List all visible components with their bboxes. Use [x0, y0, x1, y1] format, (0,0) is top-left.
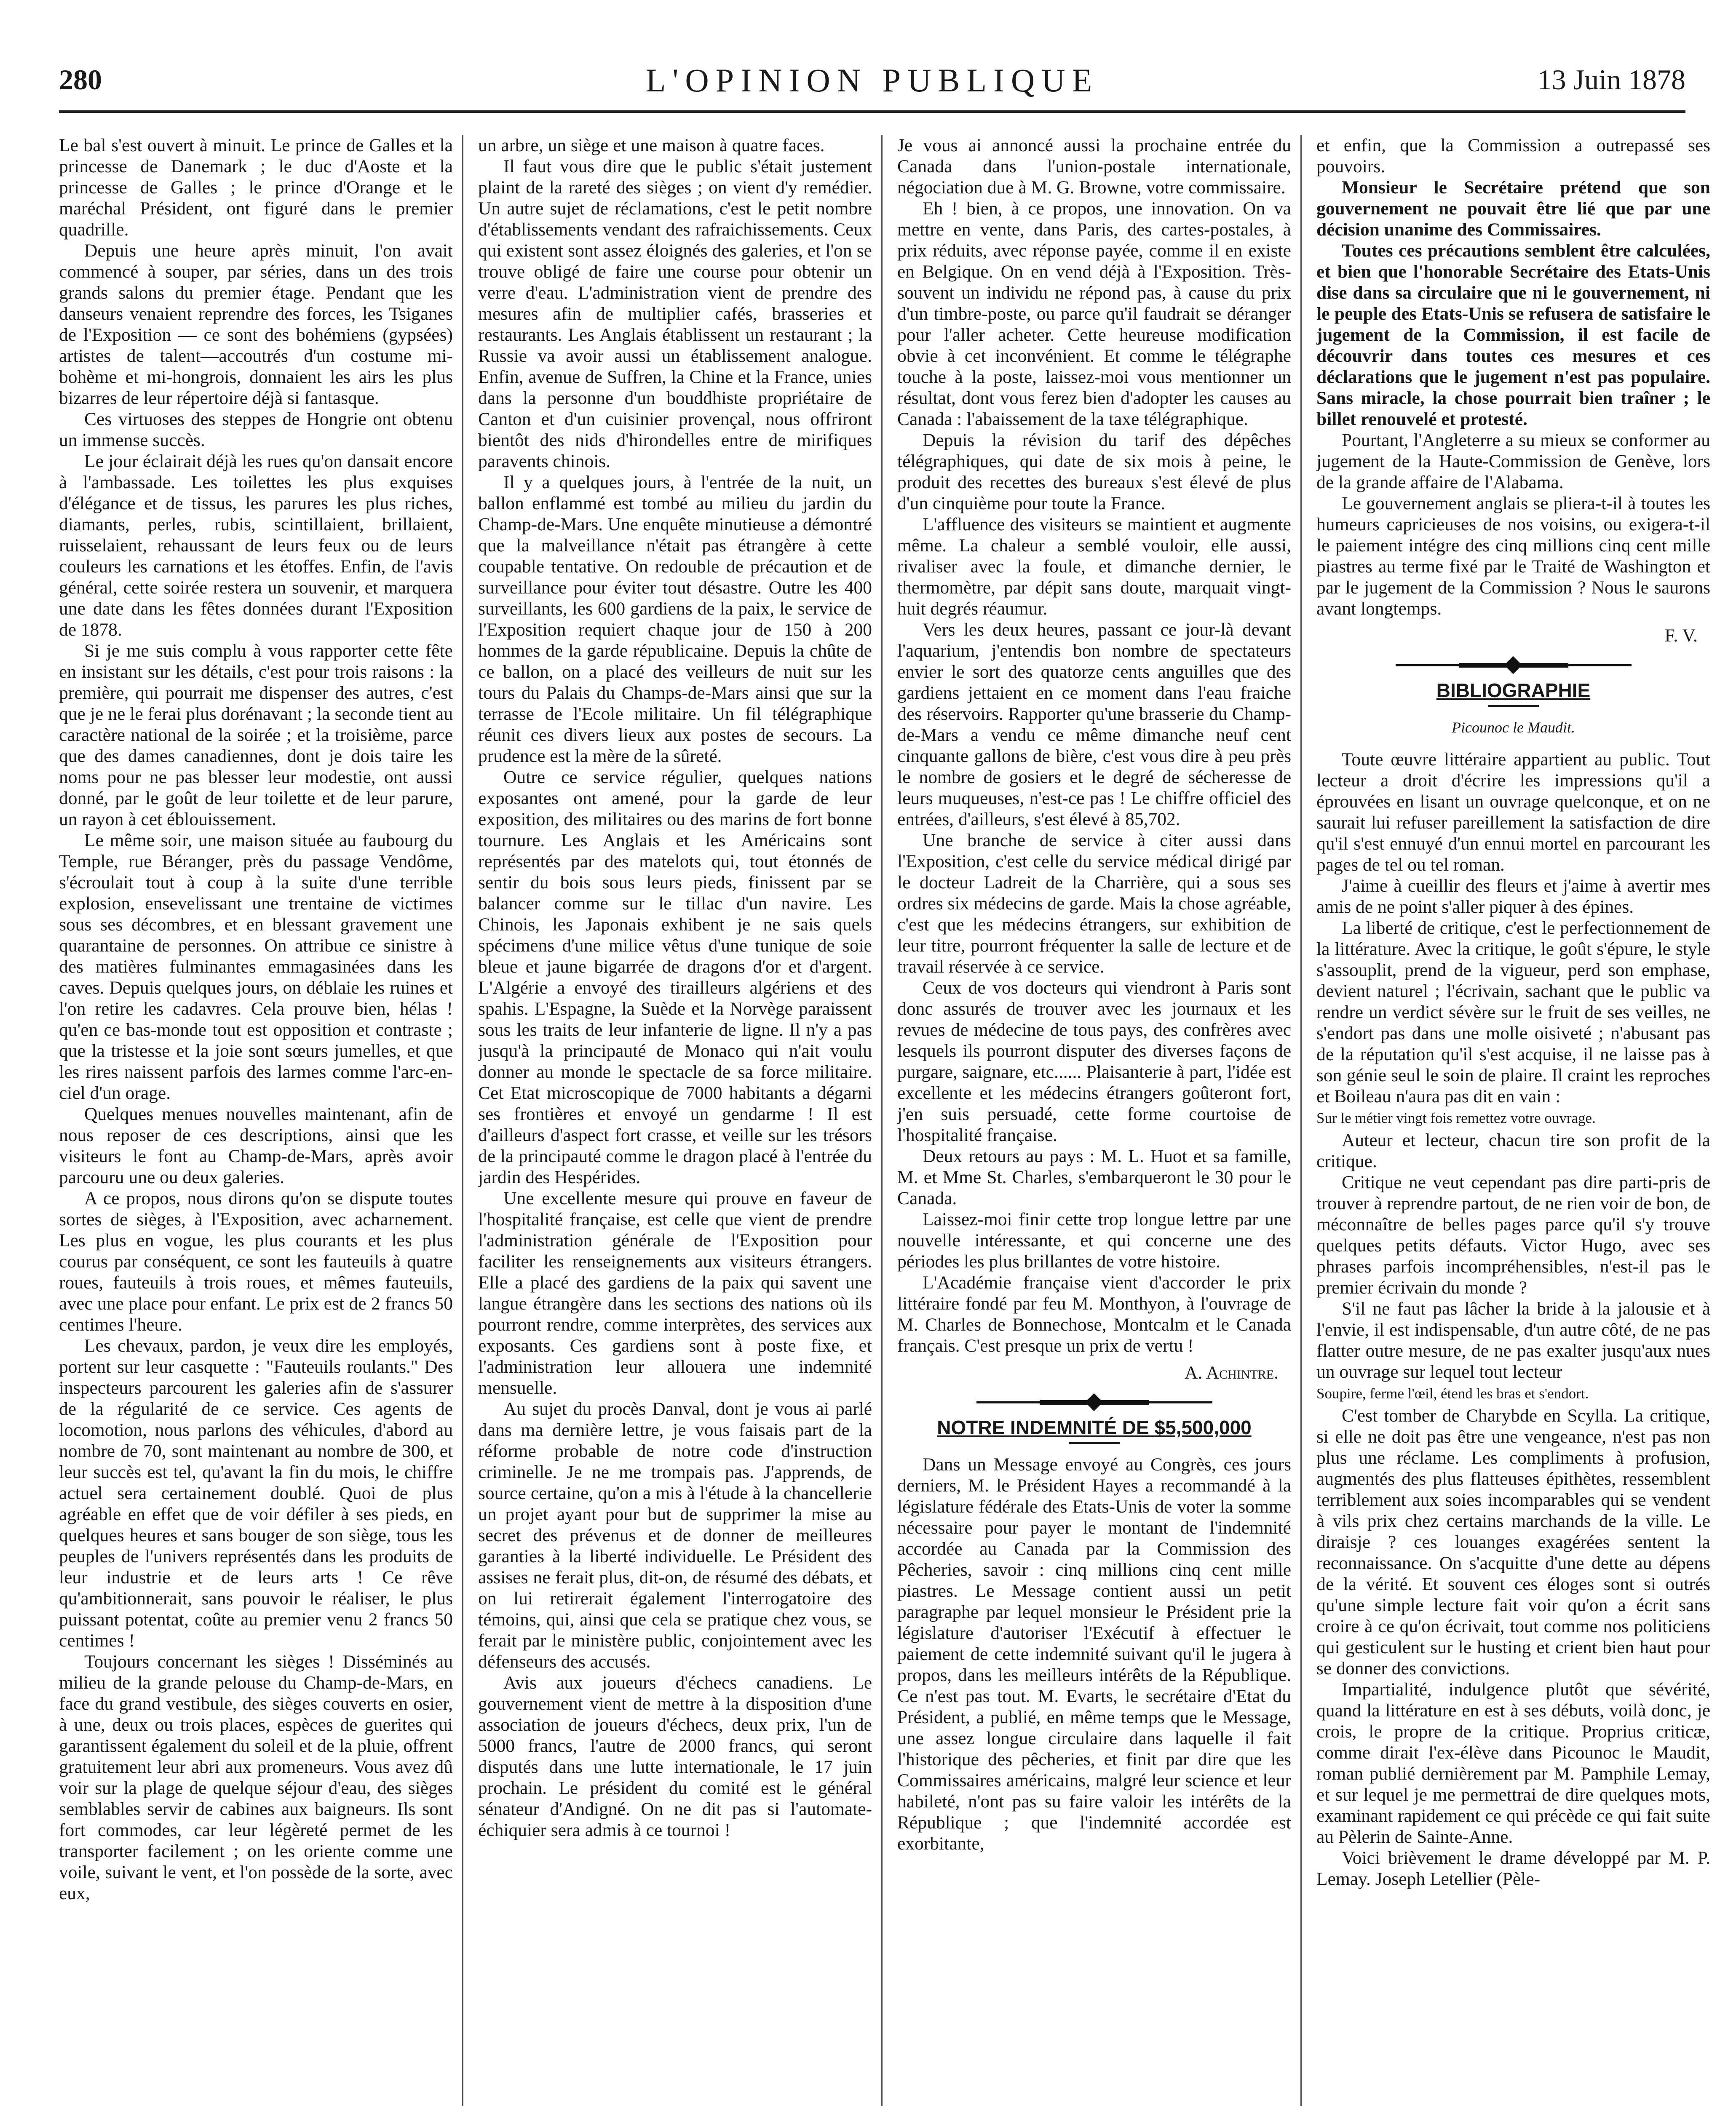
header-rule — [59, 110, 1685, 113]
verse-quote: Sur le métier vingt fois remettez votre ouvrage. — [1316, 1110, 1596, 1126]
paragraph: Les chevaux, pardon, je veux dire les employés, portent sur leur casquette : "Fauteuils roulants." Des inspecteurs parcourent les galeries afin de s'assurer de la régularité de ce service. Ces agents de locomotion, nous parlons des véhicules, d'abord au nombre de 70, sont maintenant au nombre de 300, et leur succès est tel, qu'avant la fin du mois, le chiffre actuel sera certainement doublé. Quoi de plus agréable en effet que de voir défiler à ses pieds, en quelques heures et sans bouger de son siège, tous les peuples de l'univers représentés dans les produits de leur industrie et de leurs arts ! Ce rêve qu'ambitionnerait, sans pouvoir le réaliser, le plus puissant potentat, coûte au premier venu 2 francs 50 centimes ! — [59, 1336, 453, 1651]
paragraph: Toutes ces précautions semblent être calculées, et bien que l'honorable Secrétaire des Etats-Unis dise dans sa circulaire que ni le gouvernement, ni le peuple des Etats-Unis se refusera de satisfaire le jugement de la Commission, il est facile de découvrir dans toutes ces mesures et ces déclarations que le jugement n'est pas populaire. Sans miracle, la chose pourrait bien traîner ; le billet renouvelé et protesté. — [1316, 241, 1710, 429]
ornament-divider — [1396, 661, 1632, 669]
column-2 — [478, 135, 872, 2106]
paragraph: A ce propos, nous dirons qu'on se dispute toutes sortes de sièges, à l'Exposition, avec acharnement. Les plus en vogue, les plus courants et les plus courus par conséquent, ce sont les fauteuils à quatre roues, fauteuils à trois roues, et mêmes fauteuils, avec une place pour enfant. Le prix est de 2 francs 50 centimes l'heure. — [59, 1188, 453, 1335]
section-rule — [1069, 1442, 1120, 1444]
column-3 — [897, 135, 1291, 2106]
column-1 — [59, 135, 453, 2106]
paragraph: Si je me suis complu à vous rapporter cette fête en insistant sur les détails, c'est pour trois raisons : la première, qui pourrait me dispenser des autres, c'est que je ne le ferai plus dorénavant ; la seconde tient au caractère national de la soirée ; et la troisième, parce que des dames canadiennes, dont je dois taire les noms pour ne pas blesser leur modestie, ont aussi donné, par le goût de leur toilette et de leur parure, un rayon à cet éblouissement. — [59, 641, 453, 829]
paragraph: Toute œuvre littéraire appartient au public. Tout lecteur a droit d'écrire les impressions qu'il a éprouvées en lisant un ouvrage quelconque, et on ne saurait lui refuser pareillement la satisfaction de dire qu'il s'est ennuyé d'un ennui mortel en parcourant les pages de tel ou tel roman. — [1316, 749, 1710, 875]
paragraph: L'affluence des visiteurs se maintient et augmente même. La chaleur a semblé vouloir, elle aussi, rivaliser avec la foule, et dimanche dernier, le thermomètre, par dépit sans doute, marquait vingt-huit degrés réaumur. — [897, 514, 1291, 619]
paragraph: Toujours concernant les sièges ! Disséminés au milieu de la grande pelouse du Champ-de-Mars, en face du grand vestibule, des sièges couverts en osier, à une, deux ou trois places, espèces de guerites qui garantissent également du soleil et de la pluie, offrent gratuitement leur abri aux promeneurs. Vous avez dû voir sur la plage de quelque séjour d'eau, des sièges semblables servir de cabines aux baigneurs. Ils sont fort commodes, car leur légèreté permet de les transporter facilement ; on les oriente comme une voile, suivant le vent, et l'on possède de la sorte, avec eux, — [59, 1652, 453, 1903]
paragraph: Monsieur le Secrétaire prétend que son gouvernement ne pouvait être lié que par une décision unanime des Commissaires. — [1316, 177, 1710, 240]
paragraph: Outre ce service régulier, quelques nations exposantes ont amené, pour la garde de leur exposition, des militaires ou des marins de fort bonne tournure. Les Anglais et les Américains sont représentés par des matelots qui, tout étonnés de sentir du bois sous leurs pieds, finissent par se balancer comme sur le tillac d'un navire. Les Chinois, les Japonais exhibent je ne sais quels spécimens d'une milice vêtus d'une tunique de soie bleue et jaune bigarrée de dragons d'or et d'argent. L'Algérie a envoyé des tirailleurs algériens et des spahis. L'Espagne, la Suède et la Norvège paraissent sous les traits de leur infanterie de ligne. Il n'y a pas jusqu'à la principauté de Monaco qui n'ait voulu donner au monde le spectacle de sa force militaire. Cet Etat microscopique de 7000 habitants a dégarni ses frontières et envoyé un gendarme ! Il est d'ailleurs d'aspect fort crasse, et veille sur les trésors de la principauté comme le dragon placé à l'entrée du jardin des Hespérides. — [478, 767, 872, 1187]
signature: F. V. — [1664, 625, 1698, 646]
paragraph: Ces virtuoses des steppes de Hongrie ont obtenu un immense succès. — [59, 409, 453, 450]
page-header — [59, 63, 1685, 110]
paragraph: Quelques menues nouvelles maintenant, afin de nous reposer de ces descriptions, ainsi que les visiteurs le font au Champ-de-Mars, après avoir parcouru une ou deux galeries. — [59, 1104, 453, 1187]
paragraph: Une excellente mesure qui prouve en faveur de l'hospitalité française, est celle que vient de prendre l'administration générale de l'Exposition pour faciliter les renseignements aux visiteurs étrangers. Elle a placé des gardiens de la paix qui savent une langue étrangère dans les sections des nations où ils pourront rendre, comme interprètes, des services aux exposants. Ces gardiens sont à poste fixe, et l'administration leur allouera une indemnité mensuelle. — [478, 1188, 872, 1398]
paragraph: Auteur et lecteur, chacun tire son profit de la critique. — [1316, 1130, 1710, 1171]
paragraph: L'Académie française vient d'accorder le prix littéraire fondé par feu M. Monthyon, à l'ouvrage de M. Charles de Bonnechose, Montcalm et le Canada français. C'est presque un prix de vertu ! — [897, 1272, 1291, 1356]
paragraph: Le bal s'est ouvert à minuit. Le prince de Galles et la princesse de Danemark ; le duc d'Aoste et la princesse de Galles ; le prince d'Orange et le maréchal Président, ont figuré dans le premier quadrille. — [59, 135, 453, 240]
column-divider — [881, 135, 883, 2106]
paragraph: Voici brièvement le drame développé par M. P. Lemay. Joseph Letellier (Pèle- — [1316, 1848, 1710, 1889]
section-title: BIBLIOGRAPHIE — [1436, 679, 1591, 701]
paragraph: C'est tomber de Charybde en Scylla. La critique, si elle ne doit pas être une vengeance, n'est pas non plus une réclame. Les compliments à profusion, augmentés des plus flatteuses épithètes, ressemblent terriblement aux soies incomparables qui se vendent à vils prix chez certains marchands de la ville. Le diraisje ? ces louanges exagérées sentent la reconnaissance. On s'acquitte d'une dette au dépens de la vérité. Et souvent ces éloges sont si outrés qu'une simple lecture fait voir qu'on a écrit sans croire à ce qu'on écrivait, tout comme nos politiciens qui gesticulent sur le husting et crient bien haut pour se donner des convictions. — [1316, 1406, 1710, 1678]
column-4 — [1316, 135, 1710, 2106]
paragraph: Une branche de service à citer aussi dans l'Exposition, c'est celle du service médical dirigé par le docteur Ladreit de la Charrière, qui a sous ses ordres six médecins de garde. Mais la chose agréable, c'est que les médecins étrangers, sur exhibition de leur titre, pourront fréquenter la salle de lecture et de travail réservée à ce service. — [897, 830, 1291, 977]
column-divider — [462, 135, 463, 2106]
paragraph: et enfin, que la Commission a outrepassé ses pouvoirs. — [1316, 135, 1710, 176]
paragraph: Impartialité, indulgence plutôt que sévérité, quand la littérature en est à ses débuts, voilà donc, je crois, le propre de la critique. Proprius criticæ, comme dirait l'ex-élève dans Picounoc le Maudit, roman publié dernièrement par M. Pamphile Lemay, et sur lequel je me permettrai de dire quelques mots, examinant rapidement ce qui précède ce qui fait suite au Pèlerin de Sainte-Anne. — [1316, 1679, 1710, 1847]
paragraph: Critique ne veut cependant pas dire parti-pris de trouver à reprendre partout, de ne rien voir de bon, de méconnaître de belles pages parce qu'il s'y trouve quelques petits défauts. Victor Hugo, avec ses phrases parfois incompréhensibles, n'est-il pas le premier écrivain du monde ? — [1316, 1172, 1710, 1298]
paragraph: Le gouvernement anglais se pliera-t-il à toutes les humeurs capricieuses de nos voisins, ou exigera-t-il le paiement intégre des cinq millions cinq cent mille piastres au terme fixé par le Traité de Washington et par le jugement de la Commission ? Nous le saurons avant longtemps. — [1316, 493, 1710, 619]
paragraph: Deux retours au pays : M. L. Huot et sa famille, M. et Mme St. Charles, s'embarqueront le 30 pour le Canada. — [897, 1146, 1291, 1208]
column-divider — [1300, 135, 1302, 2106]
paragraph: La liberté de critique, c'est le perfectionnement de la littérature. Avec la critique, le goût s'épure, le style s'assouplit, prend de la vigueur, perd son emphase, devient naturel ; l'écrivain, sachant que le public va rendre un verdict sévère sur le fruit de ses veilles, ne s'endort pas dans une molle oisiveté ; n'abusant pas de la réputation qu'il s'est acquise, il ne laisse pas à son génie seul le soin de plaire. Il craint les reproches et Boileau n'aura pas dit en vain : — [1316, 918, 1710, 1106]
section-rule — [1488, 705, 1539, 707]
section-title: NOTRE INDEMNITÉ DE $5,500,000 — [937, 1416, 1252, 1438]
paragraph: Le même soir, une maison située au faubourg du Temple, rue Béranger, près du passage Vendôme, s'écroulait tout à coup à la suite d'une terrible explosion, ensevelissant une trentaine de victimes sous ses décombres, et en blessant gravement une quarantaine de personnes. On attribue ce sinistre à des matières fulminantes emmagasinées dans les caves. Depuis quelques jours, on déblaie les ruines et l'on retire les cadavres. Cela prouve bien, hélas ! qu'en ce bas-monde tout est opposition et contraste ; que la tristesse et la joie sont sœurs jumelles, et que les rires naissent parfois des larmes comme l'arc-en-ciel d'un orage. — [59, 830, 453, 1103]
page-number: 280 — [59, 64, 102, 96]
paragraph: Depuis une heure après minuit, l'on avait commencé à souper, par séries, dans un des trois grands salons du premier étage. Pendant que les danseurs venaient reprendre des forces, les Tsiganes de l'Exposition — ce sont des bohémiens (gypsées) artistes de talent—accoutrés d'un costume mi-bohème et mi-hongrois, donnaient les airs les plus bizarres de leur répertoire déjà si fantasque. — [59, 241, 453, 408]
paragraph: S'il ne faut pas lâcher la bride à la jalousie et à l'envie, il est indispensable, d'un autre côté, de ne pas flatter outre mesure, de ne pas exalter jusqu'aux nues un ouvrage sur lequel tout lecteur — [1316, 1299, 1710, 1382]
paragraph: Vers les deux heures, passant ce jour-là devant l'aquarium, j'entendis bon nombre de spectateurs envier le sort des quatorze cents anguilles que des gardiens jettaient en ce moment dans l'eau fraiche des réservoirs. Rapporter qu'une brasserie du Champ-de-Mars a vendu ce même dimanche neuf cent cinquante gallons de bière, c'est vous dire à peu près le nombre de gosiers et le degré de sécheresse de leurs muqueuses, n'est-ce pas ! Le chiffre officiel des entrées, d'ailleurs, s'est élevé à 85,702. — [897, 620, 1291, 829]
paragraph: Depuis la révision du tarif des dépêches télégraphiques, qui date de six mois à peine, le produit des recettes des bureaux s'est élevé de plus d'un cinquième pour toute la France. — [897, 430, 1291, 513]
paragraph: Pourtant, l'Angleterre a su mieux se conformer au jugement de la Haute-Commission de Genève, lors de la grande affaire de l'Alabama. — [1316, 430, 1710, 492]
section-subtitle: Picounoc le Maudit. — [1452, 719, 1575, 736]
paragraph: un arbre, un siège et une maison à quatre faces. — [478, 135, 825, 155]
paragraph: Il faut vous dire que le public s'était justement plaint de la rareté des sièges ; on vient d'y remédier. Un autre sujet de réclamations, c'est le petit nombre d'établissements vendant des rafraichissements. Ceux qui existent sont assez éloignés des galeries, et l'on se trouve obligé de faire une course pour obtenir un verre d'eau. L'administration vient de prendre des mesures afin de multiplier cafés, brasseries et restaurants. Les Anglais établissent un restaurant ; la Russie va avoir aussi un établissement analogue. Enfin, avenue de Suffren, la Chine et la France, unies dans la personne d'un bouddhiste propriétaire de Canton et d'un cuisinier provençal, nous offriront bientôt des nids d'hirondelles entre de mirifiques paravents chinois. — [478, 156, 872, 471]
signature: A. Achintre. — [1184, 1363, 1279, 1383]
paragraph: Le jour éclairait déjà les rues qu'on dansait encore à l'ambassade. Les toilettes les plus exquises d'élégance et de tissus, les parures les plus riches, diamants, perles, rubis, scintillaient, brillaient, ruisselaient, rehaussant de leurs feux ou de leurs couleurs les carnations et les étoffes. Enfin, de l'avis général, cette soirée restera un souvenir, et marquera une date dans les fêtes données durant l'Exposition de 1878. — [59, 451, 453, 640]
paragraph: Je vous ai annoncé aussi la prochaine entrée du Canada dans l'union-postale internationale, négociation due à M. G. Browne, votre commissaire. — [897, 135, 1291, 198]
paragraph: Laissez-moi finir cette trop longue lettre par une nouvelle intéressante, et qui concerne une des périodes les plus brillantes de votre histoire. — [897, 1209, 1291, 1272]
paragraph: Eh ! bien, à ce propos, une innovation. On va mettre en vente, dans Paris, des cartes-postales, à prix réduits, avec réponse payée, comme il en existe en Belgique. On en vend déjà à l'Exposition. Très-souvent un individu ne répond pas, à cause du prix d'un timbre-poste, ou parce qu'il faudrait se déranger pour l'aller acheter. Cette heureuse modification obvie à cet inconvénient. Et comme le télégraphe touche à la poste, laissez-moi vous mentionner un résultat, dont vous ferez bien d'adopter les causes au Canada : l'abaissement de la taxe télégraphique. — [897, 198, 1291, 429]
masthead: L'OPINION PUBLIQUE — [645, 62, 1099, 99]
paragraph: J'aime à cueillir des fleurs et j'aime à avertir mes amis de ne point s'aller piquer à des épines. — [1316, 876, 1710, 917]
paragraph: Au sujet du procès Danval, dont je vous ai parlé dans ma dernière lettre, je vous faisais part de la réforme probable de notre code d'instruction criminelle. Je ne me trompais pas. J'apprends, de source certaine, qu'on a mis à l'étude à la chancellerie un projet ayant pour but de supprimer la mise au secret des prévenus et de donner de meilleures garanties à la liberté individuelle. Le Président des assises ne ferait plus, dit-on, de résumé des débats, et on lui retirerait également l'interrogatoire des témoins, qui, ainsi que cela se pratique chez vous, se ferait par le ministère public, conjointement avec les défenseurs des accusés. — [478, 1399, 872, 1672]
paragraph: Il y a quelques jours, à l'entrée de la nuit, un ballon enflammé est tombé au milieu du jardin du Champ-de-Mars. Une enquête minutieuse a démontré que la malveillance n'était pas étrangère à cette coupable tentative. On redouble de précaution et de surveillance pour éviter tout désastre. Outre les 400 surveillants, les 600 gardiens de la paix, le service de l'Exposition requiert chaque jour de 150 à 200 hommes de la garde républicaine. Depuis la chûte de ce ballon, on a placé des veilleurs de nuit sur les tours du Palais du Champs-de-Mars ainsi que sur la terrasse de l'Ecole militaire. Un fil télégraphique réunit ces divers lieux aux postes de secours. La prudence est la mère de la sûreté. — [478, 472, 872, 766]
verse-quote: Soupire, ferme l'œil, étend les bras et s'endort. — [1316, 1385, 1589, 1402]
paragraph: Ceux de vos docteurs qui viendront à Paris sont donc assurés de trouver avec les journaux et les revues de médecine de tous pays, des confrères avec lesquels ils pourront disputer des diverses façons de purgare, saignare, etc...... Plaisanterie à part, l'idée est excellente et les médecins étrangers goûteront fort, j'en suis persuadé, cette forme courtoise de l'hospitalité française. — [897, 978, 1291, 1145]
paragraph: Avis aux joueurs d'échecs canadiens. Le gouvernement vient de mettre à la disposition d'une association de joueurs d'échecs, deux prix, l'un de 5000 francs, l'autre de 2000 francs, qui seront disputés dans une lutte internationale, le 17 juin prochain. Le président du comité est le général sénateur d'Andigné. On ne dit pas si l'automate-échiquier sera admis à ce tournoi ! — [478, 1673, 872, 1840]
ornament-divider — [976, 1398, 1212, 1406]
issue-date: 13 Juin 1878 — [1537, 64, 1685, 96]
paragraph: Dans un Message envoyé au Congrès, ces jours derniers, M. le Président Hayes a recommandé à la législature fédérale des Etats-Unis de voter la somme nécessaire pour payer le montant de l'indemnité accordée au Canada par la Commission des Pêcheries, savoir : cinq millions cinq cent mille piastres. Le Message contient aussi un petit paragraphe par lequel monsieur le Président prie la législature d'autoriser l'Exécutif à effectuer le paiement de cette indemnité suivant qu'il le jugera à propos, dans les meilleurs intérêts de la République. Ce n'est pas tout. M. Evarts, le secrétaire d'Etat du Président, a publié, en même temps que le Message, une assez longue circulaire dans laquelle il fait l'historique des pêcheries, et finit par dire que les Commissaires américains, malgré leur science et leur habileté, n'ont pas su faire valoir les intérêts de la République ; que l'indemnité accordée est exorbitante, — [897, 1454, 1291, 1854]
